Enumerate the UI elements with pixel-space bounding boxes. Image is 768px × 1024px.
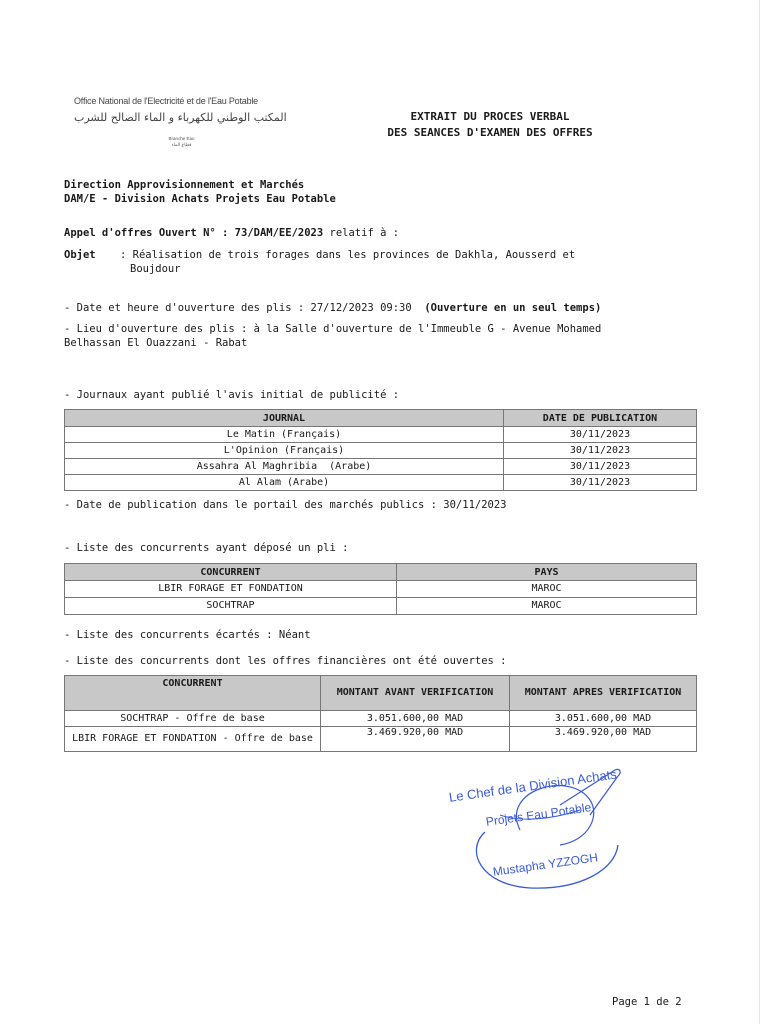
col-header-journal: JOURNAL [65,410,504,427]
offres-table [64,675,697,752]
direction-line-1: Direction Approvisionnement et Marchés [64,179,305,191]
col-header-date: DATE DE PUBLICATION [504,410,697,427]
montant-avant-cell: 3.469.920,00 MAD [321,727,510,752]
journal-cell: Le Matin (Français) [65,427,504,443]
signature-stamp [440,760,670,900]
table-header-row [65,564,697,581]
col-header-pays: PAYS [397,564,697,581]
lieu-line-2: Belhassan El Ouazzani - Rabat [64,337,248,349]
appel-offres-number: Appel d'offres Ouvert N° : 73/DAM/EE/2023 [64,227,324,239]
appel-offres [64,226,399,240]
date-ouverture [64,301,601,315]
journaux-table [64,409,697,491]
objet-line-2: Boujdour [130,263,181,275]
date-cell: 30/11/2023 [504,475,697,491]
page-edge [759,0,760,1024]
concurrent-cell: SOCHTRAP [65,598,397,615]
stamp-title-line-1: Le Chef de la Division Achats [448,766,618,805]
logo-text-fr: Office National de l'Electricité et de l'Eau Potable [74,96,258,106]
objet-line-1: : Réalisation de trois forages dans les provinces de Dakhla, Aousserd et [120,249,576,261]
date-cell: 30/11/2023 [504,427,697,443]
stamp-signatory-name: Mustapha YZZOGH [492,850,599,879]
table-header-row [65,676,697,711]
montant-apres-cell: 3.051.600,00 MAD [510,711,697,727]
col-header-montant-apres: MONTANT APRES VERIFICATION [510,676,697,711]
montant-avant-cell: 3.051.600,00 MAD [321,711,510,727]
table-row [65,475,697,491]
offres-financieres-intro: - Liste des concurrents dont les offres financières ont été ouvertes : [64,655,507,667]
ouverture-mode: (Ouverture en un seul temps) [424,302,602,314]
concurrent-cell: LBIR FORAGE ET FONDATION [65,581,397,598]
document-title [330,109,650,141]
page-number: Page 1 de 2 [612,996,682,1008]
branch-mark-ar: قطاع الماء [171,142,192,147]
branch-mark [157,136,207,148]
lieu-line-1: - Lieu d'ouverture des plis : à la Salle d'ouverture de l'Immeuble G - Avenue Mohamed [64,323,602,335]
onee-logo [74,96,289,148]
pays-cell: MAROC [397,581,697,598]
col-header-concurrent: CONCURRENT [65,676,321,711]
montant-apres-cell: 3.469.920,00 MAD [510,727,697,752]
portail-date: - Date de publication dans le portail des marchés publics : 30/11/2023 [64,499,507,511]
journal-cell: L'Opinion (Français) [65,443,504,459]
direction-line-2: DAM/E - Division Achats Projets Eau Potable [64,193,336,205]
title-line-1: EXTRAIT DU PROCES VERBAL [410,110,570,123]
concurrents-ecartes: - Liste des concurrents écartés : Néant [64,629,311,641]
objet-text [120,248,575,276]
table-row [65,581,697,598]
table-row [65,459,697,475]
objet-label: Objet [64,249,96,261]
journaux-intro: - Journaux ayant publié l'avis initial de publicité : [64,389,400,401]
logo-text-ar: المكتب الوطني للكهرباء و الماء الصالح للشرب [74,111,287,124]
table-row [65,711,697,727]
date-ouverture-text: - Date et heure d'ouverture des plis : 27/12/2023 09:30 [64,302,412,314]
table-row [65,598,697,615]
direction-block [64,178,336,206]
appel-offres-suffix: relatif à : [323,227,400,239]
table-row [65,427,697,443]
table-header-row [65,410,697,427]
lieu-ouverture [64,322,601,350]
concurrent-cell: LBIR FORAGE ET FONDATION - Offre de base [65,727,321,752]
pays-cell: MAROC [397,598,697,615]
concurrent-cell: SOCHTRAP - Offre de base [65,711,321,727]
stamp-title-line-2: Projets Eau Potable [485,800,592,829]
journal-cell: Assahra Al Maghribia (Arabe) [65,459,504,475]
concurrents-intro: - Liste des concurrents ayant déposé un pli : [64,542,349,554]
date-cell: 30/11/2023 [504,443,697,459]
col-header-montant-avant: MONTANT AVANT VERIFICATION [321,676,510,711]
journal-cell: Al Alam (Arabe) [65,475,504,491]
col-header-concurrent: CONCURRENT [65,564,397,581]
date-cell: 30/11/2023 [504,459,697,475]
concurrents-table [64,563,697,615]
branch-mark-fr: Branche Eau [168,136,195,141]
title-line-2: DES SEANCES D'EXAMEN DES OFFRES [387,126,593,139]
table-row [65,727,697,752]
table-row [65,443,697,459]
